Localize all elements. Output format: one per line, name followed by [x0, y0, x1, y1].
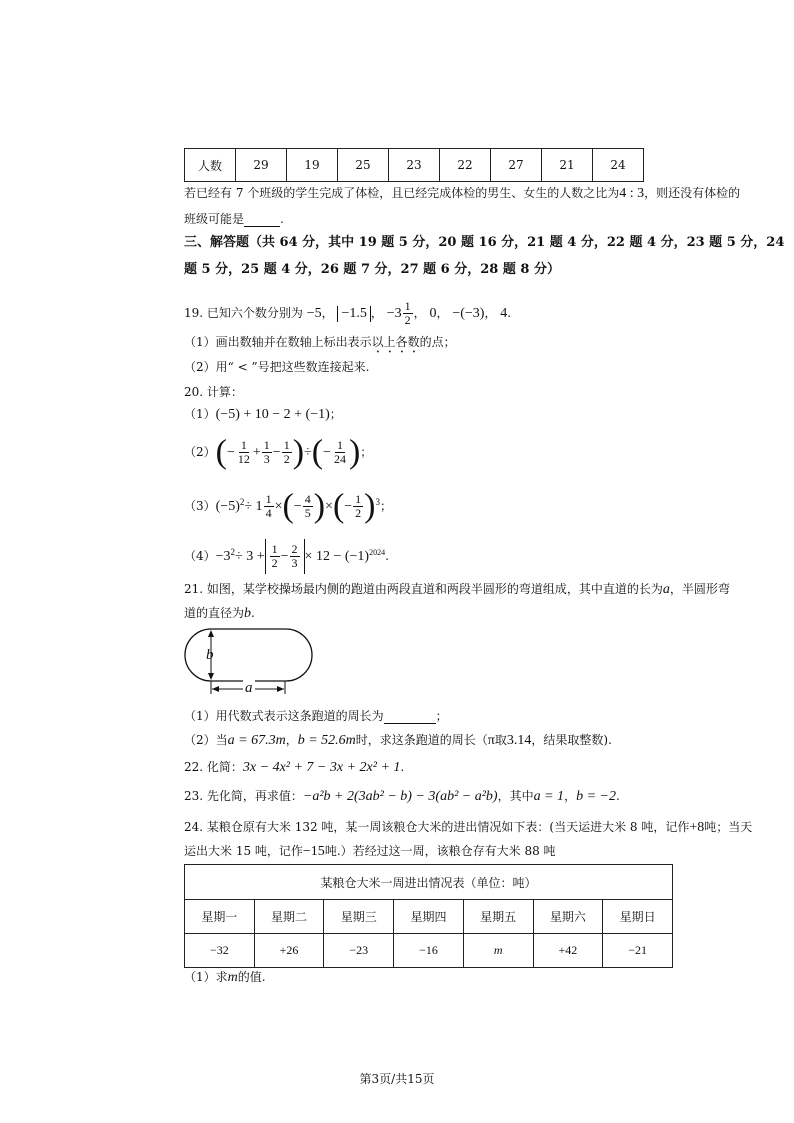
table-row [185, 865, 673, 900]
q21-part2: （2）当a = 67.3m，b = 52.6m时，求这条跑道的周长（π取3.14，结果取整数). [184, 733, 612, 748]
section-heading-line2: 题 5 分，25 题 4 分，26 题 7 分，27 题 6 分，28 题 8 分） [184, 262, 560, 277]
table-cell: 29 [236, 149, 287, 182]
section-heading-line1: 三、解答题（共 64 分，其中 19 题 5 分，20 题 16 分，21 题 4 分，22 题 4 分，23 题 5 分，24 [184, 235, 785, 250]
q20-part2: （2）(− $\frac{1}{12}$ + $\frac{1}{3}$ − $\frac{1}{2}$ )÷(− $\frac{1}{24}$ )； [184, 433, 373, 471]
q18-line1: 若已经有 7 个班级的学生完成了体检，且已经完成体检的男生、女生的人数之比为4 : 3，则还没有体检的 [184, 186, 741, 201]
q19-part2: （2）用“ < ”号把这些数连接起来. [184, 360, 370, 374]
table-cell: −32 [185, 934, 255, 968]
grain-table [184, 864, 673, 968]
page-footer: 第3页/共15页 [359, 1072, 435, 1086]
q24-part1: （1）求m的值. [184, 970, 266, 985]
table-cell: +26 [254, 934, 324, 968]
table-cell: −21 [603, 934, 673, 968]
q20-part3: $(3)(-5)^2\div 1$ $\frac{1}{4}$ ×(− $\frac{4}{5}$ )×(− $\frac{1}{2}$ )$^3$； [184, 487, 393, 525]
table-cell: 23 [389, 149, 440, 182]
q20-part4: $(4)-3^2\div 3$ + $\frac{1}{2}$ − $\frac{2}{3}$ × $12 - (-1)^{2024}$. [184, 535, 389, 574]
table-caption: 某粮仓大米一周进出情况表（单位：吨） [185, 865, 673, 900]
table-cell: −23 [324, 934, 394, 968]
answer-blank [244, 214, 280, 227]
q23-line: 23. 先化简，再求值：−a²b + 2(3ab² − b) − 3(ab² − a²b)，其中a = 1，b = −2. [184, 789, 620, 804]
table-cell: −16 [394, 934, 464, 968]
table-cell: 21 [542, 149, 593, 182]
table-row [185, 149, 644, 182]
q22-line: 22. 化简：3x − 4x² + 7 − 3x + 2x² + 1. [184, 760, 405, 775]
q24-line1: 24. 某粮仓原有大米 132 吨，某一周该粮仓大米的进出情况如下表：(当天运进大米 8 吨，记作+8吨；当天 [184, 820, 753, 835]
table-header-cell: 人数 [185, 149, 236, 182]
q18-line2: 班级可能是 . [184, 212, 284, 226]
figure-label-b: b [206, 647, 214, 663]
q19-stem: 19. 已知六个数分别为 −5， −1.5 ， −3 $\frac{1}{2}$ ， 0， −(−3)， 4. [184, 299, 512, 327]
table-cell: 25 [338, 149, 389, 182]
table-header-cell: 星期二 [254, 900, 324, 934]
q24-line2: 运出大米 15 吨，记作−15吨.）若经过这一周，该粮仓存有大米 88 吨 [184, 844, 556, 859]
table-header-cell: 星期三 [324, 900, 394, 934]
table-row [185, 900, 673, 934]
answer-blank [384, 711, 436, 724]
table-cell: 22 [440, 149, 491, 182]
q19-part1: （1）画出数轴并在数轴上标出表示以上各数的点； [184, 335, 456, 349]
q21-part1: （1）用代数式表示这条跑道的周长为 ； [184, 709, 448, 723]
table-row [185, 934, 673, 968]
table-header-cell: 星期六 [533, 900, 603, 934]
q21-line2: 道的直径为b. [184, 606, 255, 621]
q21-line1: 21. 如图，某学校操场最内侧的跑道由两段直道和两段半圆形的弯道组成，其中直道的长为a，半圆形弯 [184, 582, 730, 597]
table-header-cell: 星期五 [463, 900, 533, 934]
table-header-cell: 星期一 [185, 900, 255, 934]
table-header-cell: 星期四 [394, 900, 464, 934]
table-cell: 19 [287, 149, 338, 182]
table-cell: +42 [533, 934, 603, 968]
class-count-table [184, 148, 644, 182]
table-cell: 27 [491, 149, 542, 182]
table-cell: m [463, 934, 533, 968]
figure-label-a: a [245, 680, 253, 696]
table-cell: 24 [593, 149, 644, 182]
q20-title: 20. 计算： [184, 385, 243, 399]
q20-part1: （1）(−5) + 10 − 2 + (−1)； [184, 407, 342, 422]
table-header-cell: 星期日 [603, 900, 673, 934]
